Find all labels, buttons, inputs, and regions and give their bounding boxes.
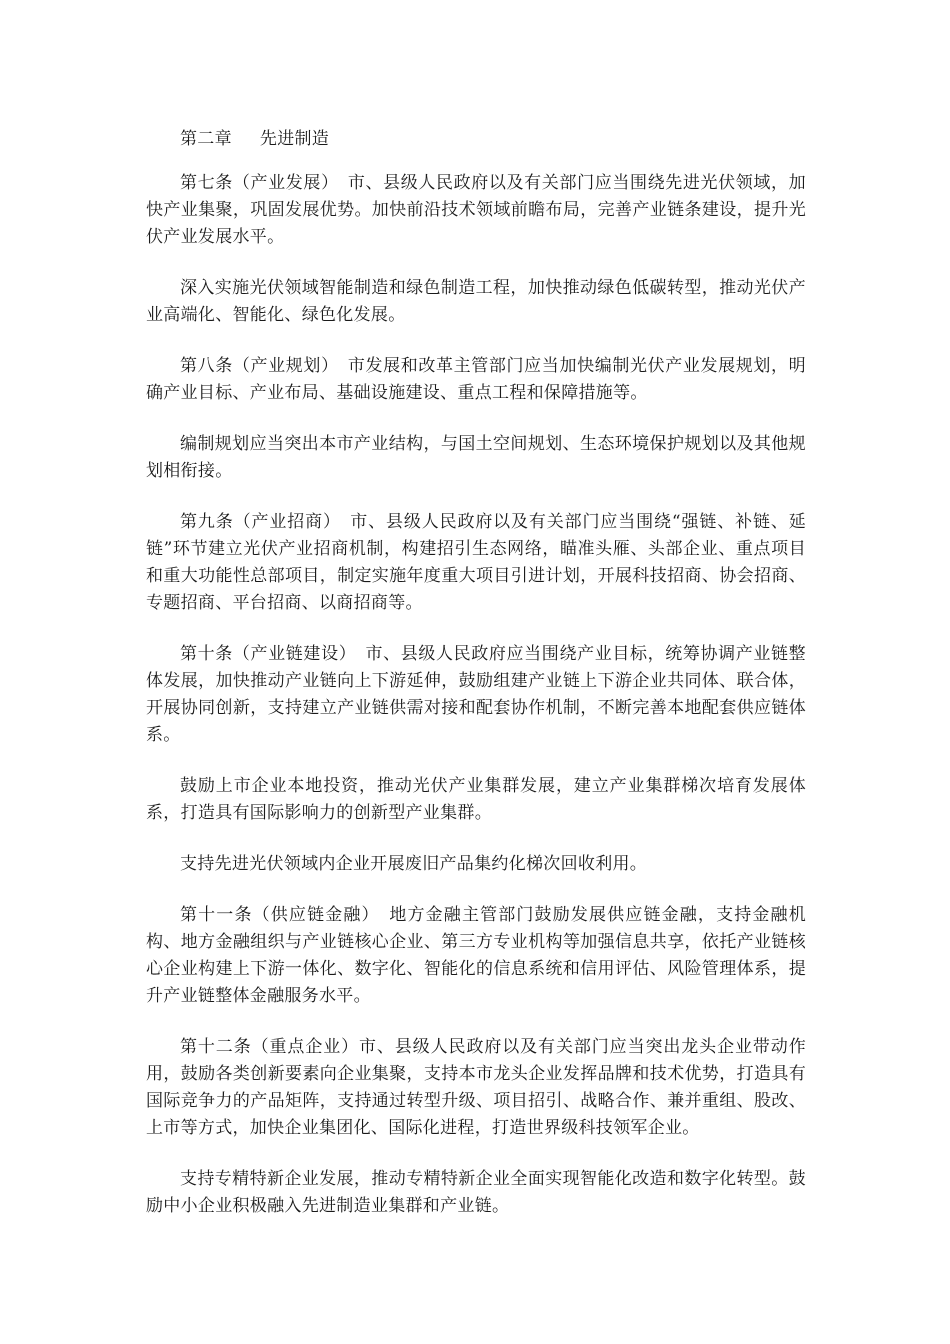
article-7-paragraph: 第七条（产业发展） 市、县级人民政府以及有关部门应当围绕先进光伏领域，加快产业集聚，巩固发展优势。加快前沿技术领域前瞻布局，完善产业链条建设，提升光伏产业发展水平。 <box>146 173 806 247</box>
article-12-paragraph: 第十二条（重点企业）市、县级人民政府以及有关部门应当突出龙头企业带动作用，鼓励各类创新要素向企业集聚，支持本市龙头企业发挥品牌和技术优势，打造具有国际竞争力的产品矩阵，支持通过转型升级、项目招引、战略合作、兼并重组、股改、上市等方式，加快企业集团化、国际化进程，打造世界级科技领军企业。 <box>146 1037 806 1138</box>
article-12-continuation: 支持专精特新企业发展，推动专精特新企业全面实现智能化改造和数字化转型。鼓励中小企业积极融入先进制造业集群和产业链。 <box>146 1169 806 1216</box>
article-7-continuation: 深入实施光伏领域智能制造和绿色制造工程，加快推动绿色低碳转型，推动光伏产业高端化、智能化、绿色化发展。 <box>146 278 806 325</box>
article-9-paragraph: 第九条（产业招商） 市、县级人民政府以及有关部门应当围绕“强链、补链、延链”环节建立光伏产业招商机制，构建招引生态网络，瞄准头雁、头部企业、重点项目和重大功能性总部项目，制定实施年度重大项目引进计划，开展科技招商、协会招商、专题招商、平台招商、以商招商等。 <box>146 512 806 613</box>
chapter-heading <box>146 126 806 153</box>
chapter-number: 第二章 <box>180 129 232 149</box>
article-10-recycling: 支持先进光伏领域内企业开展废旧产品集约化梯次回收利用。 <box>180 854 648 874</box>
chapter-title: 先进制造 <box>259 129 330 149</box>
article-10-continuation: 鼓励上市企业本地投资，推动光伏产业集群发展，建立产业集群梯次培育发展体系，打造具有国际影响力的创新型产业集群。 <box>146 776 806 823</box>
article-10-paragraph: 第十条（产业链建设） 市、县级人民政府应当围绕产业目标，统筹协调产业链整体发展，加快推动产业链向上下游延伸，鼓励组建产业链上下游企业共同体、联合体，开展协同创新，支持建立产业链供需对接和配套协作机制，不断完善本地配套供应链体系。 <box>146 644 806 745</box>
article-8-continuation: 编制规划应当突出本市产业结构，与国土空间规划、生态环境保护规划以及其他规划相衔接。 <box>146 434 806 481</box>
article-8-paragraph: 第八条（产业规划） 市发展和改革主管部门应当加快编制光伏产业发展规划，明确产业目标、产业布局、基础设施建设、重点工程和保障措施等。 <box>146 356 806 403</box>
article-11-paragraph: 第十一条（供应链金融） 地方金融主管部门鼓励发展供应链金融，支持金融机构、地方金融组织与产业链核心企业、第三方专业机构等加强信息共享，依托产业链核心企业构建上下游一体化、数字化、智能化的信息系统和信用评估、风险管理体系，提升产业链整体金融服务水平。 <box>146 905 806 1006</box>
document-body <box>146 126 806 1244</box>
